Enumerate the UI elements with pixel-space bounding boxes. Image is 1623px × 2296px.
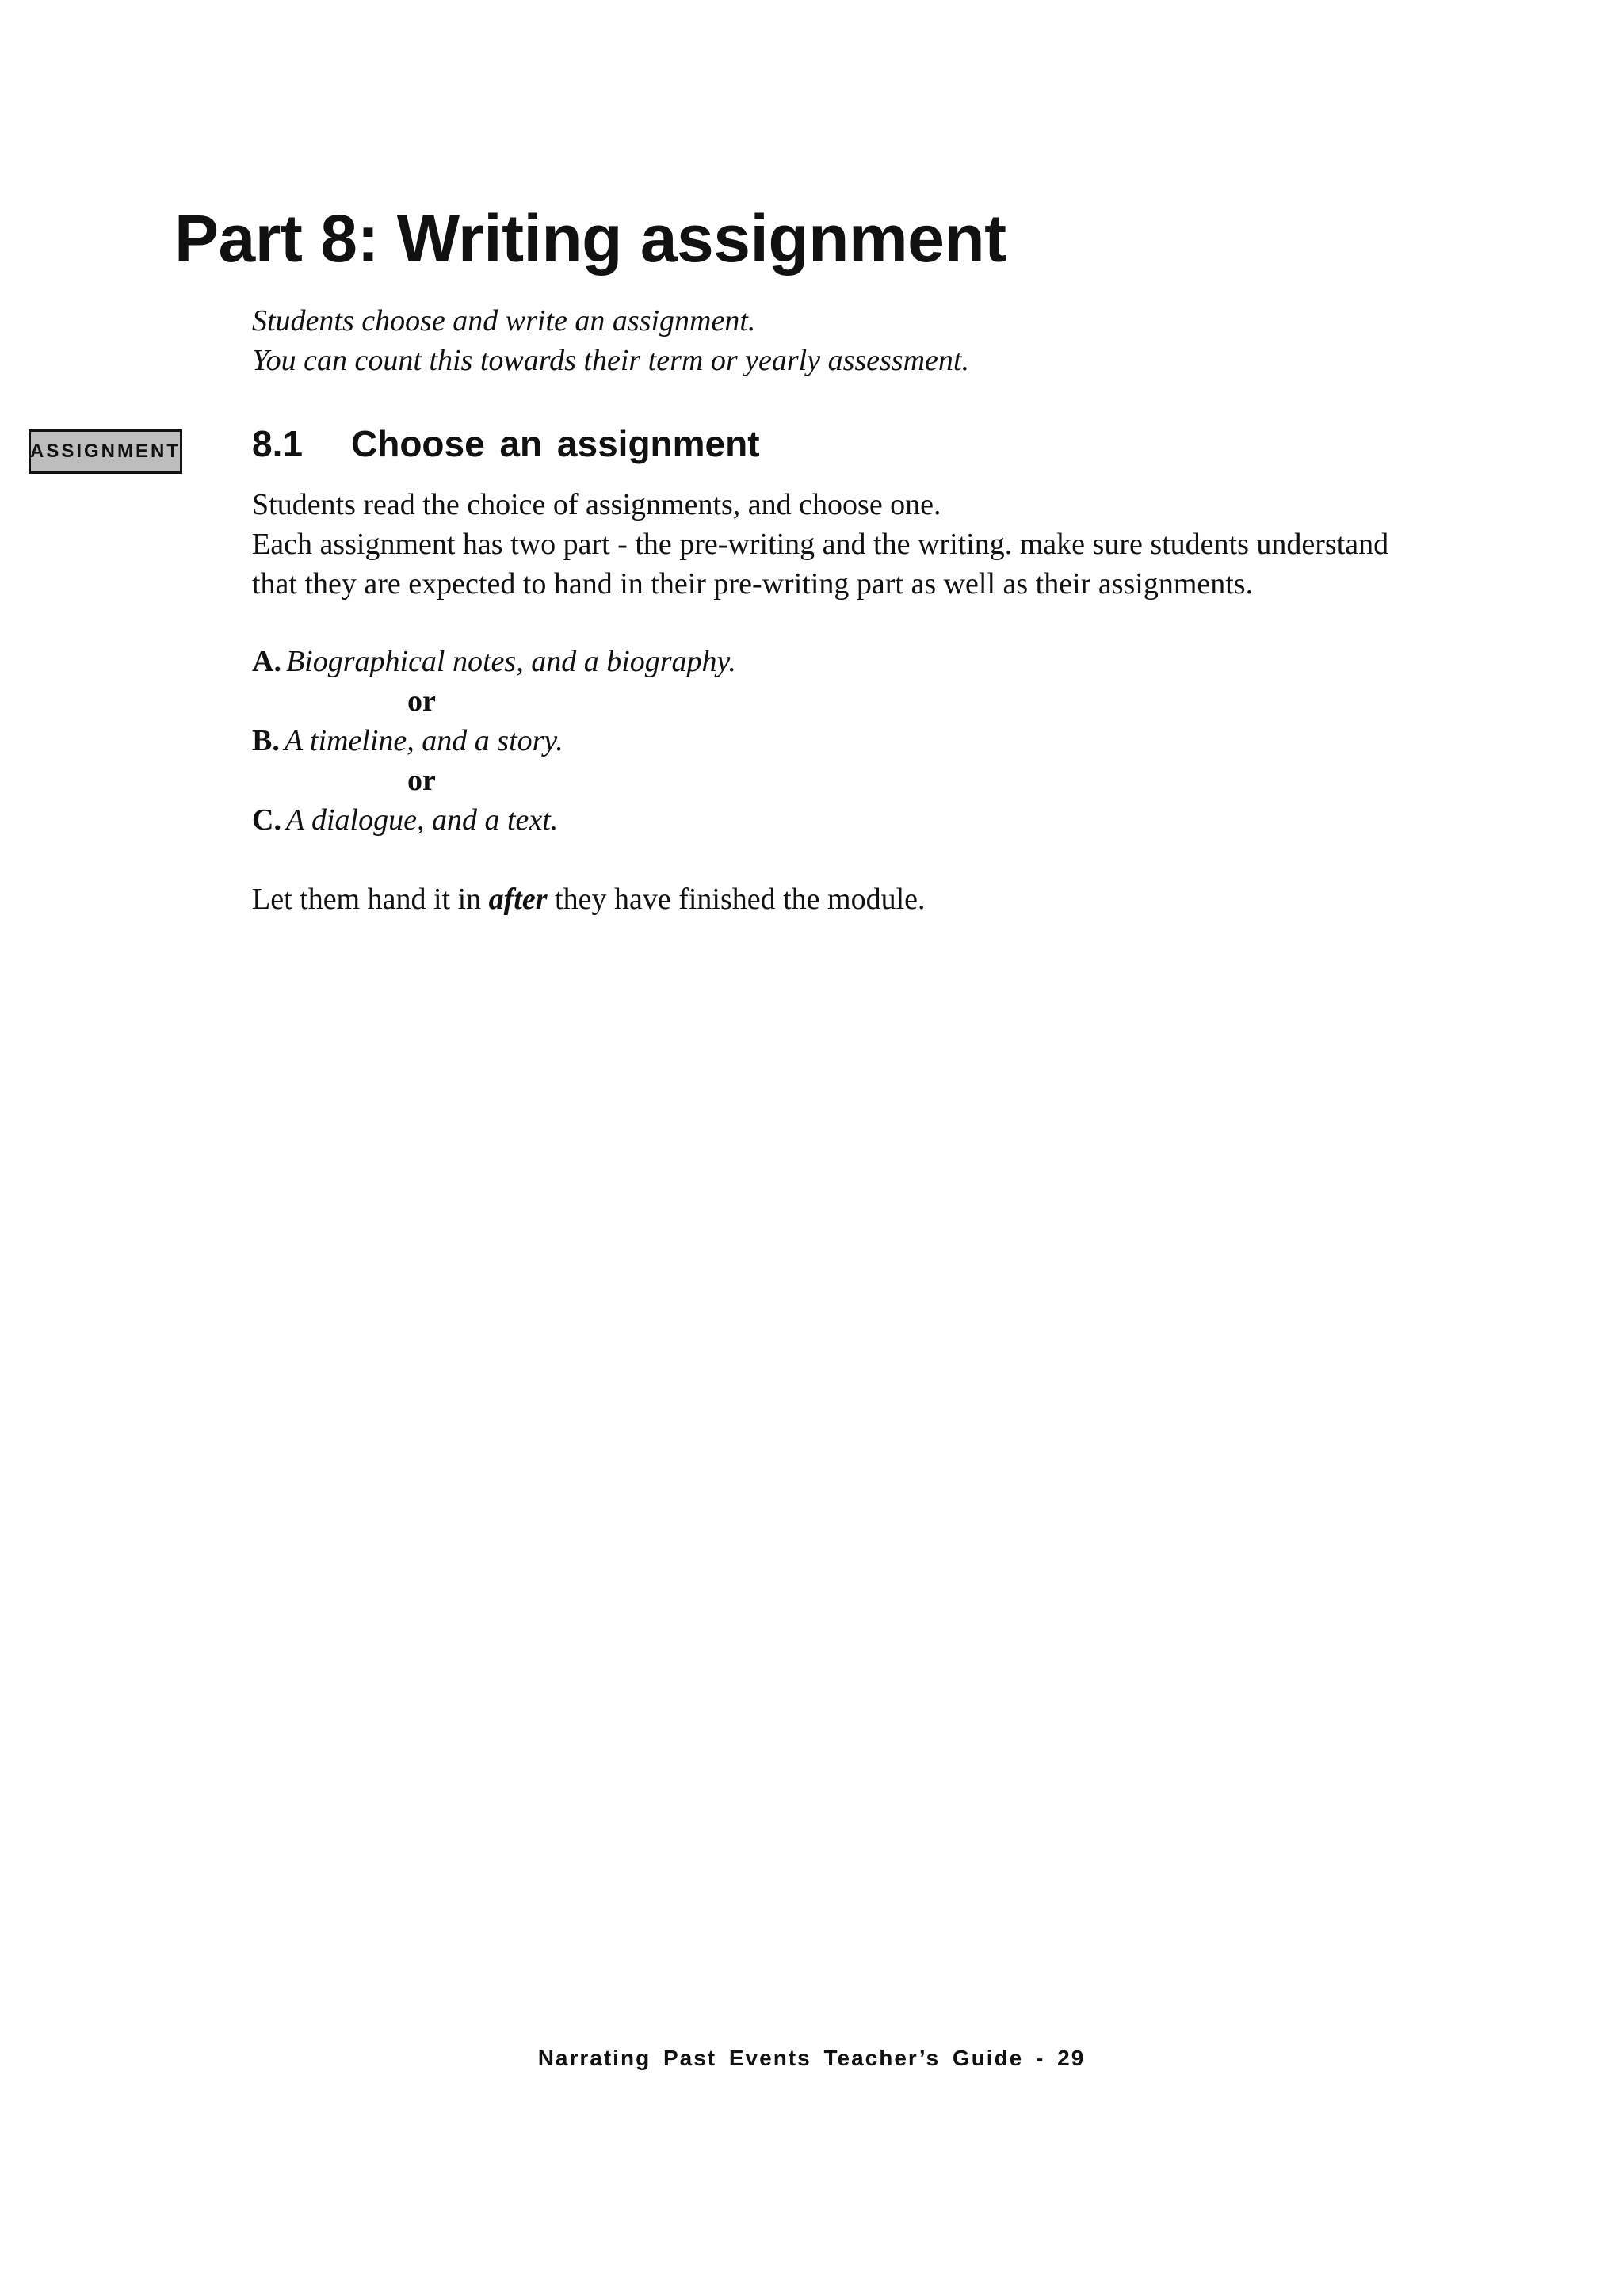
body-line-3: that they are expected to hand in their pre-writing part as well as their assignments. (252, 567, 1254, 601)
section-body (252, 485, 1488, 604)
intro-text (252, 301, 969, 380)
option-b-text: A timeline, and a story. (284, 724, 563, 757)
option-a-text: Biographical notes, and a biography. (285, 645, 736, 678)
option-c-text: A dialogue, and a text. (285, 803, 559, 837)
assignment-options (252, 642, 736, 840)
section-number: 8.1 (252, 423, 303, 464)
option-a-letter: A. (252, 645, 281, 678)
option-a (252, 642, 736, 681)
page-footer: Narrating Past Events Teacher’s Guide - 29 (537, 2046, 1086, 2070)
section-heading (252, 420, 760, 467)
intro-line-2: You can count this towards their term or yearly assessment. (252, 344, 969, 377)
option-c (252, 800, 736, 840)
option-separator: or (407, 685, 436, 718)
closing-emphasis: after (488, 883, 548, 916)
assignment-margin-tag: ASSIGNMENT (29, 429, 182, 474)
option-separator: or (407, 764, 436, 797)
part-title: Part 8: Writing assignment (174, 201, 1006, 276)
closing-note (252, 879, 926, 919)
option-c-letter: C. (252, 803, 281, 837)
body-line-1: Students read the choice of assignments, and choose one. (252, 488, 941, 521)
closing-before: Let them hand it in (252, 883, 489, 916)
option-b (252, 721, 736, 761)
closing-after: they have finished the module. (547, 883, 926, 916)
body-line-2: Each assignment has two part - the pre-writing and the writing. make sure students understand (252, 528, 1389, 561)
section-title: Choose an assignment (351, 423, 760, 464)
option-b-letter: B. (252, 724, 280, 757)
intro-line-1: Students choose and write an assignment. (252, 304, 756, 338)
